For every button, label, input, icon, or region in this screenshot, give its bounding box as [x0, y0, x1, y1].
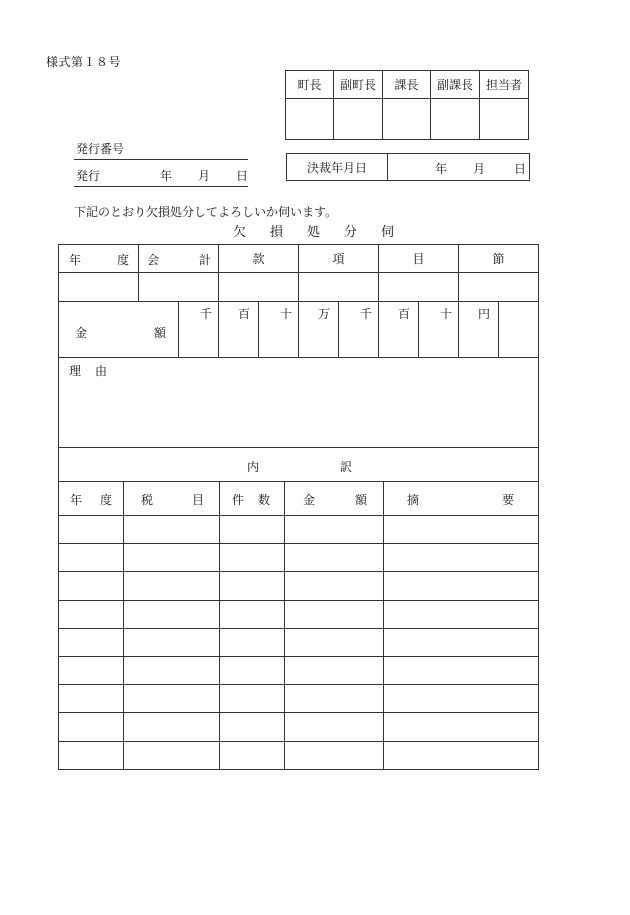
detail-row-5-amount[interactable] [285, 629, 384, 657]
detail-row-3-fiscal-year[interactable] [59, 572, 124, 600]
detail-row-2-tax-item[interactable] [124, 544, 220, 572]
issue-year-label: 年 [160, 169, 173, 183]
detail-row-8-fiscal-year[interactable] [59, 713, 124, 741]
issue-number-label: 発行番号 [76, 142, 125, 156]
detail-row-8-tax-item[interactable] [124, 713, 220, 741]
header-account: 会 計 [139, 245, 219, 273]
title-char-1: 欠 [233, 225, 247, 240]
header-moku: 目 [379, 245, 459, 273]
amount-unit-8: 円 [478, 307, 491, 321]
detail-row-5-fiscal-year[interactable] [59, 629, 124, 657]
detail-row-3-count[interactable] [220, 572, 285, 600]
amount-digit-8[interactable] [459, 302, 499, 358]
input-account[interactable] [139, 273, 219, 302]
amount-label: 金 額 [59, 302, 179, 358]
detail-row-4-count[interactable] [220, 601, 285, 629]
detail-row-7-tax-item[interactable] [124, 685, 220, 713]
amount-unit-1: 千 [200, 307, 213, 321]
detail-row-3-tax-item[interactable] [124, 572, 220, 600]
detail-row-7-count[interactable] [220, 685, 285, 713]
amount-unit-6: 百 [398, 307, 411, 321]
detail-row-9-count[interactable] [220, 742, 285, 770]
amount-unit-7: 十 [440, 307, 453, 321]
decision-day-label: 日 [514, 162, 527, 176]
form-number: 様式第１８号 [46, 55, 122, 69]
detail-row-6-remarks[interactable] [384, 657, 539, 685]
input-kan[interactable] [219, 273, 299, 302]
approval-header-staff: 担当者 [480, 71, 529, 99]
decision-year-label: 年 [435, 162, 448, 176]
amount-digit-7[interactable] [419, 302, 459, 358]
detail-row-5-remarks[interactable] [384, 629, 539, 657]
detail-row-7-remarks[interactable] [384, 685, 539, 713]
header-kou: 項 [299, 245, 379, 273]
main-form-table [58, 244, 539, 482]
detail-row-6-amount[interactable] [285, 657, 384, 685]
breakdown-heading: 内 訳 [59, 448, 539, 482]
detail-row-1-fiscal-year[interactable] [59, 516, 124, 544]
amount-digit-3[interactable] [259, 302, 299, 358]
detail-row-1-amount[interactable] [285, 516, 384, 544]
detail-row-9-remarks[interactable] [384, 742, 539, 770]
input-moku[interactable] [379, 273, 459, 302]
detail-row-5-tax-item[interactable] [124, 629, 220, 657]
header-setsu: 節 [459, 245, 539, 273]
approval-stamp-deputy-mayor[interactable] [334, 99, 383, 140]
detail-row-4-amount[interactable] [285, 601, 384, 629]
detail-row-9-amount[interactable] [285, 742, 384, 770]
issue-date-label: 発行 [76, 169, 101, 183]
detail-row-2-count[interactable] [220, 544, 285, 572]
detail-row-8-amount[interactable] [285, 713, 384, 741]
approval-stamp-staff[interactable] [480, 99, 529, 140]
detail-row-4-fiscal-year[interactable] [59, 601, 124, 629]
decision-date-label: 決裁年月日 [287, 154, 388, 181]
detail-row-1-remarks[interactable] [384, 516, 539, 544]
issue-month-label: 月 [198, 169, 211, 183]
detail-row-2-remarks[interactable] [384, 544, 539, 572]
detail-row-2-fiscal-year[interactable] [59, 544, 124, 572]
decision-date-box [286, 153, 530, 181]
detail-row-4-remarks[interactable] [384, 601, 539, 629]
input-fiscal-year[interactable] [59, 273, 139, 302]
detail-row-6-tax-item[interactable] [124, 657, 220, 685]
detail-row-7-fiscal-year[interactable] [59, 685, 124, 713]
amount-extra-cell [499, 302, 539, 358]
detail-row-6-fiscal-year[interactable] [59, 657, 124, 685]
detail-header-count: 件 数 [220, 482, 285, 516]
reason-label-2: 由 [95, 364, 108, 378]
title-char-3: 処 [307, 225, 321, 240]
amount-digit-6[interactable] [379, 302, 419, 358]
approval-header-section-chief: 課長 [383, 71, 431, 99]
detail-row-1-tax-item[interactable] [124, 516, 220, 544]
amount-unit-3: 十 [280, 307, 293, 321]
detail-row-4-tax-item[interactable] [124, 601, 220, 629]
issue-number-field[interactable] [74, 139, 248, 160]
issue-day-label: 日 [236, 169, 249, 183]
detail-header-amount: 金 額 [285, 482, 384, 516]
detail-row-6-count[interactable] [220, 657, 285, 685]
detail-table [58, 481, 539, 770]
intro-text: 下記のとおり欠損処分してよろしいか伺います。 [74, 205, 338, 219]
decision-month-label: 月 [473, 162, 486, 176]
issue-date-field[interactable] [74, 166, 248, 187]
reason-field[interactable] [59, 358, 539, 448]
detail-row-9-tax-item[interactable] [124, 742, 220, 770]
decision-date-field[interactable] [388, 154, 530, 181]
reason-label-1: 理 [69, 364, 82, 378]
detail-row-8-count[interactable] [220, 713, 285, 741]
header-kan: 款 [219, 245, 299, 273]
detail-row-1-count[interactable] [220, 516, 285, 544]
detail-row-3-amount[interactable] [285, 572, 384, 600]
detail-row-3-remarks[interactable] [384, 572, 539, 600]
amount-unit-4: 万 [318, 307, 331, 321]
title-char-5: 伺 [381, 225, 395, 240]
detail-row-2-amount[interactable] [285, 544, 384, 572]
detail-row-8-remarks[interactable] [384, 713, 539, 741]
amount-unit-5: 千 [360, 307, 373, 321]
approval-header-mayor: 町長 [286, 71, 334, 99]
title-char-2: 損 [270, 225, 284, 240]
detail-header-tax-item: 税 目 [124, 482, 220, 516]
detail-row-5-count[interactable] [220, 629, 285, 657]
header-fiscal-year: 年 度 [59, 245, 139, 273]
detail-header-fiscal-year: 年 度 [59, 482, 124, 516]
amount-digit-2[interactable] [219, 302, 259, 358]
approval-stamp-mayor[interactable] [286, 99, 334, 140]
detail-row-9-fiscal-year[interactable] [59, 742, 124, 770]
input-setsu[interactable] [459, 273, 539, 302]
amount-digit-4[interactable] [299, 302, 339, 358]
approval-header-deputy-mayor: 副町長 [334, 71, 383, 99]
input-kou[interactable] [299, 273, 379, 302]
amount-digit-5[interactable] [339, 302, 379, 358]
approval-stamp-deputy-chief[interactable] [431, 99, 480, 140]
approval-stamp-box [285, 70, 529, 140]
title-char-4: 分 [344, 225, 358, 240]
approval-header-deputy-chief: 副課長 [431, 71, 480, 99]
amount-digit-1[interactable] [179, 302, 219, 358]
detail-header-remarks: 摘 要 [384, 482, 539, 516]
amount-unit-2: 百 [238, 307, 251, 321]
approval-stamp-section-chief[interactable] [383, 99, 431, 140]
detail-row-7-amount[interactable] [285, 685, 384, 713]
